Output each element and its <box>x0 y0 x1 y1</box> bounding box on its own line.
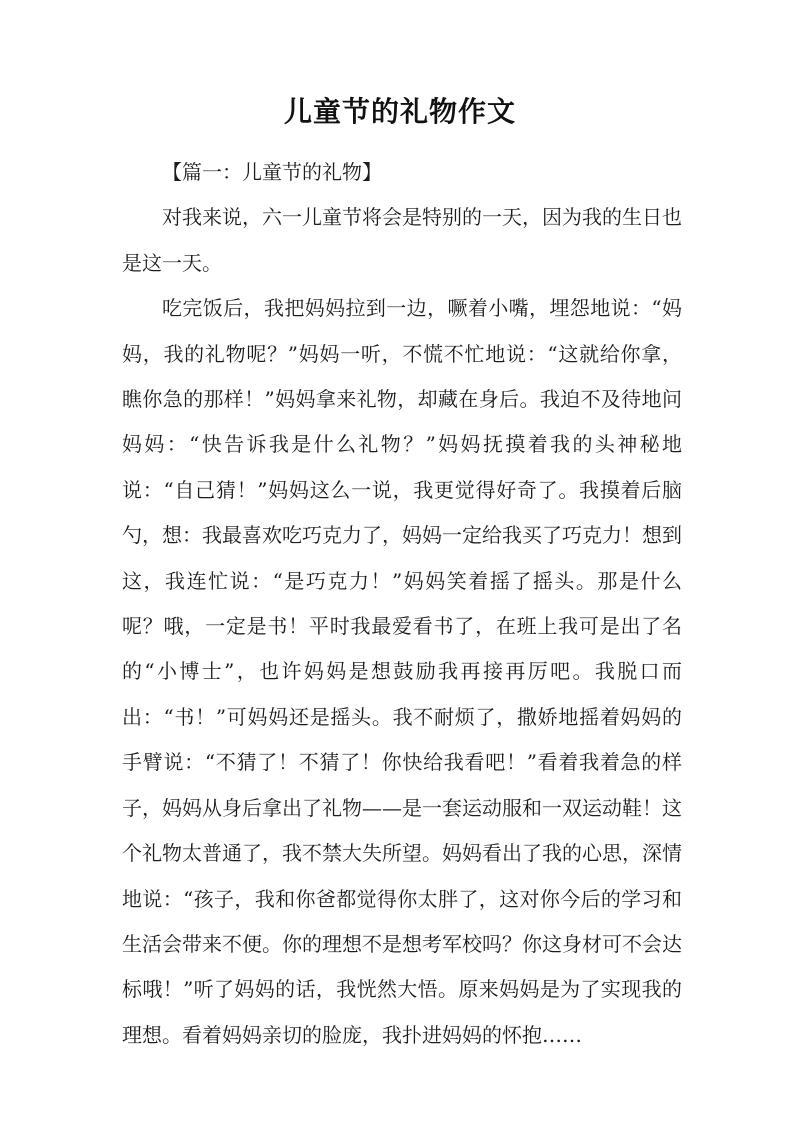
paragraph-2: 吃完饭后，我把妈妈拉到一边，噘着小嘴，埋怨地说：“妈妈，我的礼物呢？”妈妈一听，不慌不忙地说：“这就给你拿，瞧你急的那样！”妈妈拿来礼物，却藏在身后。我迫不及待地问妈妈：“快告诉我是什么礼物？”妈妈抚摸着我的头神秘地说：“自己猜！”妈妈这么一说，我更觉得好奇了。我摸着后脑勺，想：我最喜欢吃巧克力了，妈妈一定给我买了巧克力！想到这，我连忙说：“是巧克力！”妈妈笑着摇了摇头。那是什么呢？哦，一定是书！平时我最爱看书了，在班上我可是出了名的“小博士”，也许妈妈是想鼓励我再接再厉吧。我脱口而出：“书！”可妈妈还是摇头。我不耐烦了，撒娇地摇着妈妈的手臂说：“不猜了！不猜了！你快给我看吧！”看着我着急的样子，妈妈从身后拿出了礼物——是一套运动服和一双运动鞋！这个礼物太普通了，我不禁大失所望。妈妈看出了我的心思，深情地说：“孩子，我和你爸都觉得你太胖了，这对你今后的学习和生活会带来不便。你的理想不是想考军校吗？你这身材可不会达标哦！”听了妈妈的话，我恍然大悟。原来妈妈是为了实现我的理想。看着妈妈亲切的脸庞，我扑进妈妈的怀抱…… <box>122 296 682 1047</box>
document-title: 儿童节的礼物作文 <box>283 95 516 128</box>
section-heading: 【篇一：儿童节的礼物】 <box>162 160 382 184</box>
document-body <box>122 150 682 1058</box>
paragraph-1: 对我来说，六一儿童节将会是特别的一天，因为我的生日也是这一天。 <box>122 205 682 275</box>
